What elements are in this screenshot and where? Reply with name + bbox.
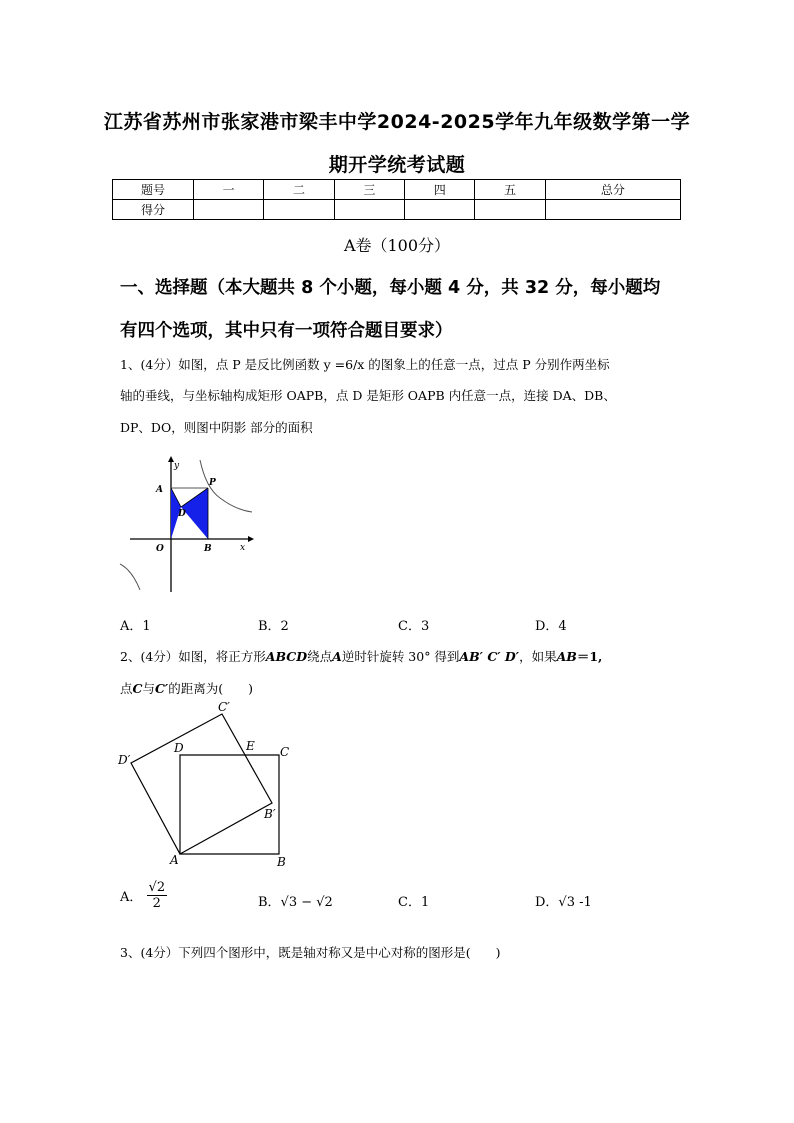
q1-x-arrow	[248, 536, 254, 542]
q1-label-D: D	[178, 509, 186, 519]
q2-option-a-denominator: 2	[152, 896, 161, 911]
score-header-cell: 五	[475, 180, 545, 200]
part1-heading-line2: 有四个选项，其中只有一项符合题目要求）	[120, 321, 453, 341]
score-input-cell[interactable]	[545, 200, 680, 220]
q2-option-a[interactable]	[120, 880, 167, 911]
q2-square-original	[180, 755, 279, 854]
q1-text-line2: 轴的垂线，与坐标轴构成矩形 OAPB，点 D 是矩形 OAPB 内任意一点，连接 DA、DB、	[120, 388, 616, 403]
q1-text-line1: 1、(4分）如图，点 P 是反比例函数 y =6/x 的图象上的任意一点，过点 P 分别作两坐标	[120, 357, 610, 372]
exam-title-line1: 江苏省苏州市张家港市梁丰中学2024-2025学年九年级数学第一学	[103, 111, 691, 133]
q2-line2-post: 的距离为( )	[168, 681, 253, 696]
q2-square-abcd: ABCD	[265, 649, 308, 664]
score-header-cell: 三	[334, 180, 404, 200]
score-table	[112, 179, 681, 220]
score-input-cell[interactable]	[475, 200, 545, 220]
q2-text-line1	[120, 647, 602, 665]
q1-label-x: x	[240, 543, 246, 553]
q1-label-A: A	[156, 485, 163, 495]
q1-option-a[interactable]: A．1	[120, 619, 151, 634]
q2-label-E: E	[246, 739, 255, 753]
score-header-cell: 题号	[113, 180, 194, 200]
q1-label-P: P	[209, 478, 216, 488]
q2-mid2: 逆时针旋转 30° 得到	[341, 649, 460, 664]
q1-option-c[interactable]: C．3	[398, 619, 430, 634]
q2-label-C1: C′	[218, 700, 230, 714]
q2-mid1: 绕点	[307, 649, 333, 664]
q2-prefix: 2、(4分）如图，将正方形	[120, 649, 266, 664]
q2-option-a-fraction	[147, 880, 168, 911]
section-a-heading: A卷（100分）	[343, 236, 451, 255]
score-header-cell: 四	[405, 180, 475, 200]
q2-point-c: C	[132, 681, 143, 696]
q2-label-B: B	[277, 855, 286, 869]
score-table-score-row	[113, 200, 681, 220]
q2-eq: ＝1,	[576, 649, 603, 664]
q2-option-a-label: A．	[120, 890, 143, 905]
q2-label-B1: B′	[264, 807, 276, 821]
score-row-label: 得分	[113, 200, 194, 220]
q2-label-D1: D′	[118, 753, 131, 767]
q2-square-rotated: AB′ C′ D′	[459, 649, 520, 664]
q2-label-A: A	[170, 853, 179, 867]
score-header-cell: 二	[264, 180, 334, 200]
part1-heading-line1: 一、选择题（本大题共 8 个小题，每小题 4 分，共 32 分，每小题均	[120, 278, 661, 298]
score-header-cell: 一	[194, 180, 264, 200]
q2-point-a: A	[332, 649, 342, 664]
score-input-cell[interactable]	[334, 200, 404, 220]
q2-option-c[interactable]: C．1	[398, 895, 430, 910]
score-input-cell[interactable]	[405, 200, 475, 220]
q1-option-b[interactable]: B．2	[258, 619, 289, 634]
q1-option-d[interactable]: D．4	[535, 619, 567, 634]
q2-square-rotated-shape	[131, 714, 272, 854]
q2-segment-ab: AB	[556, 649, 577, 664]
q1-figure	[118, 452, 268, 602]
q1-label-O: O	[156, 544, 164, 554]
q2-text-line2	[120, 679, 253, 697]
q2-option-d[interactable]: D．√3 -1	[535, 895, 592, 910]
q3-text-line1: 3、(4分）下列四个图形中，既是轴对称又是中心对称的图形是( )	[120, 945, 501, 960]
q1-hyperbola-left	[120, 564, 140, 590]
q2-figure	[112, 700, 302, 870]
score-input-cell[interactable]	[264, 200, 334, 220]
q2-option-a-numerator: √2	[148, 880, 166, 895]
q2-and: 与	[142, 681, 155, 696]
q2-label-C: C	[280, 745, 290, 759]
q2-point-c1: C′	[154, 681, 169, 696]
q1-label-y: y	[174, 461, 180, 471]
q2-label-D: D	[174, 741, 184, 755]
score-input-cell[interactable]	[194, 200, 264, 220]
q1-label-B: B	[204, 544, 212, 554]
q2-line2-pre: 点	[120, 681, 133, 696]
q2-option-b[interactable]: B．√3 − √2	[258, 895, 333, 910]
score-table-header-row	[113, 180, 681, 200]
exam-title-line2: 期开学统考试题	[328, 154, 466, 176]
score-header-cell: 总分	[545, 180, 680, 200]
q1-text-line3: DP、DO，则图中阴影 部分的面积	[120, 420, 313, 435]
q2-mid3: ，如果	[519, 649, 557, 664]
